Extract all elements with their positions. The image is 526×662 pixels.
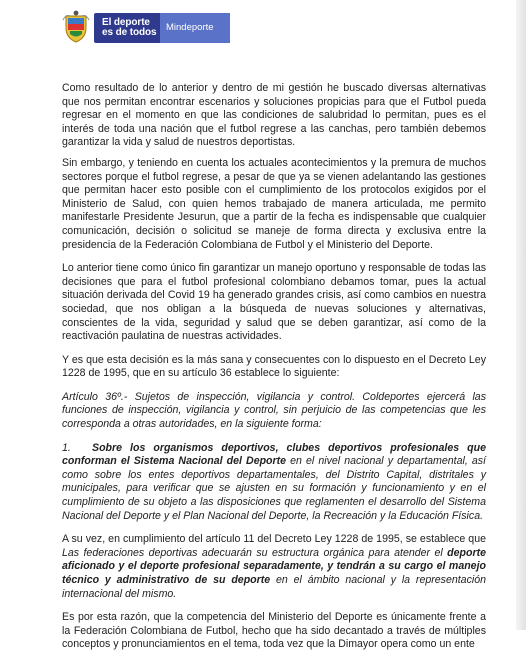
quoted-item-1 <box>62 442 486 524</box>
coat-of-arms-icon <box>62 10 90 44</box>
letterhead <box>62 10 262 46</box>
logo-line-2: es de todos <box>102 27 157 38</box>
article-11-intro: A su vez, en cumplimiento del artículo 11 del Decreto Ley 1228 de 1995, se establece que <box>62 533 486 546</box>
paragraph-3: Lo anterior tiene como único fin garantizar un manejo oportuno y responsable de todas las decisiones que para el futbol profesional colombiano debamos tomar, pues la actual situación derivada del Covid 19 ha generado grandes crisis, así como cambios en nuestra sociedad, que nos obligan a la búsqueda de nuevas soluciones y alternativas, conscientes de la vida, seguridad y salud que se deben garantizar, así como de la reactivación paulatina de nuestras actividades. <box>62 262 487 343</box>
item-number: 1. <box>62 441 71 454</box>
paragraph-4: Y es que esta decisión es la más sana y consecuentes con lo dispuesto en el Decreto Ley 1228 de 1995, que en su artículo 36 establece lo siguiente: <box>62 353 486 380</box>
letter-body <box>62 82 486 662</box>
paragraph-8: Es por esta razón, que la competencia del Ministerio del Deporte es únicamente frente a la Federación Colombiana de Futbol, hecho que ha sido decantado a través de múltiples conceptos y pronunciamientos en el tema, toda vez que la Dimayor opera como un ente <box>62 611 486 651</box>
paragraph-article-11 <box>62 533 486 601</box>
item-rest-text: en el nivel nacional y departamental, así como sobre los entes deportivos departamentales, del Distrito Capital, distritales y municipales, para verificar que se ajusten en su formación y funcionamiento y en el cumplimiento de su objeto a las disposiciones que reglamenten el desarrollo del Sistema Nacional del Deporte y el Plan Nacional del Deporte, la Recreación y la Educación Física. <box>62 455 486 522</box>
item-bold-text: Sobre los organismos deportivos, clubes deportivos profesionales que conforman el Sistema Nacional del Deporte <box>62 441 486 468</box>
paragraph-1: Como resultado de lo anterior y dentro de mi gestión he buscado diversas alternativas que nos permitan encontrar escenarios y soluciones propicias para que el Futbol pueda regresar en el momento en que las condiciones de salubridad lo permitan, pues es el interés de toda una nación que el futbol regrese a las canchas, pero también debemos garantizar la vida y salud de nuestros deportistas. <box>62 82 486 149</box>
logo-line-1: El deporte <box>102 17 150 28</box>
article-11-quote-bold: deporte aficionado y el deporte profesional separadamente, y tendrán a su cargo el manejo técnico y administrativo de su deporte <box>62 546 486 586</box>
ministry-logo-text: Mindeporte <box>160 13 230 43</box>
article-11-quote-end: en el ámbito nacional y la representación internacional del mismo. <box>62 574 486 600</box>
page-edge-shadow <box>516 0 526 630</box>
paragraph-2: Sin embargo, y teniendo en cuenta los actuales acontecimientos y la premura de muchos sectores porque el futbol regrese, a pesar de que ya se vienen adelantando las gestiones que permitan hacer esto posible con el cumplimiento de los protocolos exigidos por el Ministerio de Salud, con quien hemos trabajado de manera articulada, me permito manifestarle Presidente Jesurun, que a partir de la fecha es indispensable que cualquier comunicación, decisión o solicitud se maneje de forma directa y exclusiva entre la presidencia de la Federación Colombiana de Futbol y el Ministerio del Deporte. <box>62 156 486 251</box>
article-11-quote: Las federaciones deportivas adecuarán su estructura orgánica para atender el <box>62 546 448 559</box>
quoted-article-36: Artículo 36º.- Sujetos de inspección, vigilancia y control. Coldeportes ejercerá las funciones de inspección, vigilancia y control, sin perjuicio de las competencias que les corresponda a otras autoridades, en la siguiente forma: <box>62 390 486 431</box>
